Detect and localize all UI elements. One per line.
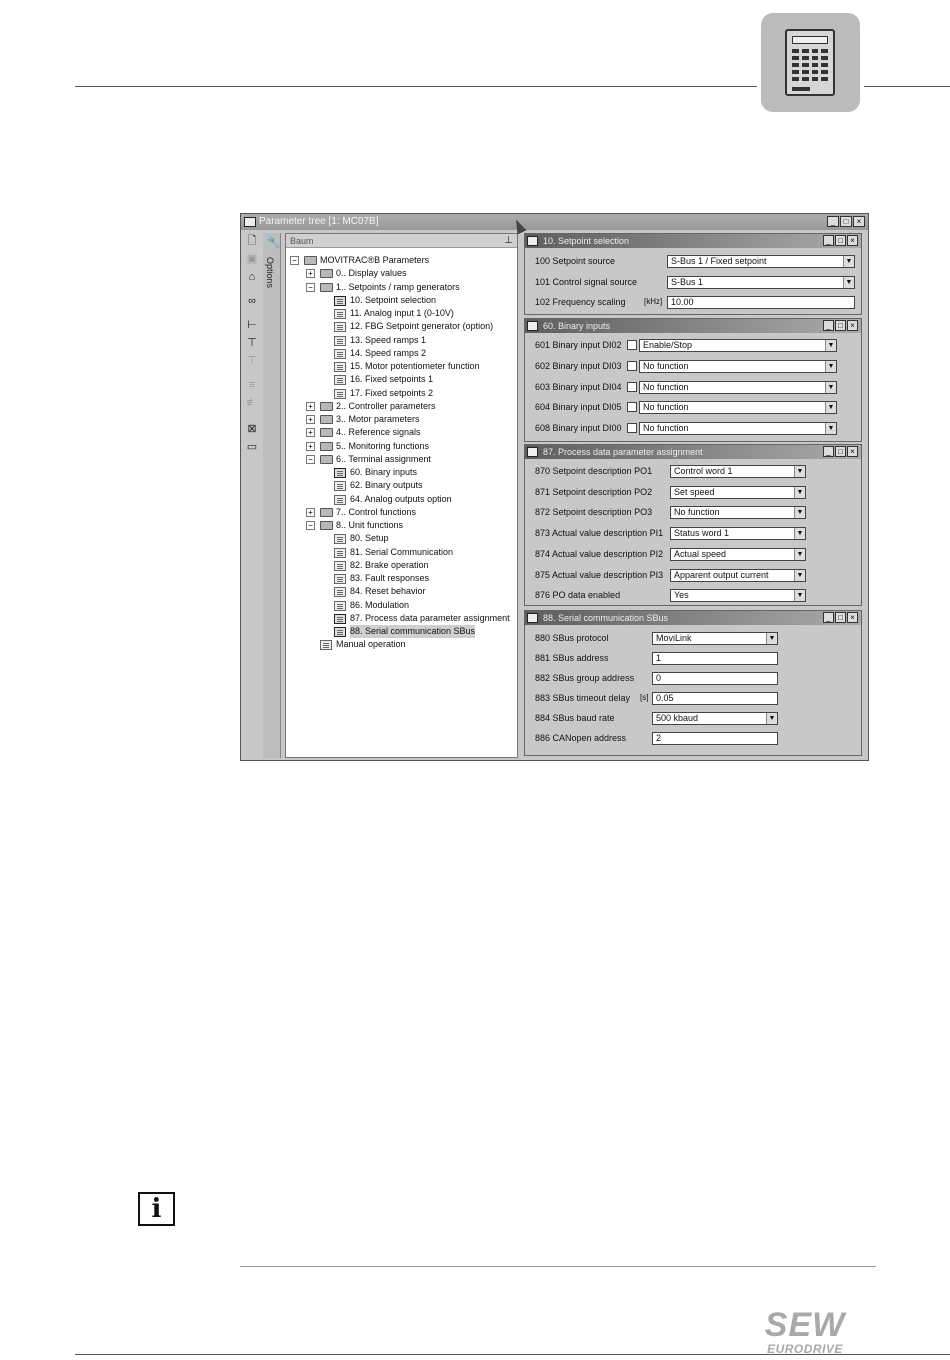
parameter-select[interactable] xyxy=(639,360,837,373)
maximize-button[interactable]: □ xyxy=(835,235,846,246)
minimize-button[interactable]: _ xyxy=(823,446,834,457)
tree-node-label: 7.. Control functions xyxy=(336,506,417,517)
chevron-down-icon[interactable]: ▼ xyxy=(825,340,836,351)
window-app-icon xyxy=(244,217,256,227)
tree-node[interactable] xyxy=(286,440,515,453)
new-file-icon[interactable]: 🗋 xyxy=(247,235,257,247)
tree-node-label: 4.. Reference signals xyxy=(336,427,421,438)
chevron-down-icon[interactable]: ▼ xyxy=(794,528,805,539)
tree-node-label: 16. Fixed setpoints 1 xyxy=(350,374,434,385)
minimize-button[interactable]: _ xyxy=(827,216,839,227)
tree-node[interactable] xyxy=(286,373,515,386)
parameter-page-icon xyxy=(334,389,346,399)
panel-icon xyxy=(527,447,538,457)
field-value: Actual speed xyxy=(674,548,727,559)
tree-node-label: 10. Setpoint selection xyxy=(350,294,437,305)
param-label: 603 Binary input DI04 xyxy=(535,381,622,392)
panel-serial-sbus xyxy=(524,610,862,756)
parameter-page-icon xyxy=(334,309,346,319)
tree-node[interactable] xyxy=(286,334,515,347)
tree-node[interactable] xyxy=(286,347,515,360)
param-label: 875 Actual value description PI3 xyxy=(535,569,664,580)
parameter-page-icon xyxy=(334,548,346,558)
parameter-input[interactable] xyxy=(652,692,778,705)
tree-node[interactable] xyxy=(286,413,515,426)
tree-node[interactable] xyxy=(286,400,515,413)
tree-node-label: 82. Brake operation xyxy=(350,559,429,570)
tree-node-label: 80. Setup xyxy=(350,533,389,544)
tree-node[interactable] xyxy=(286,307,515,320)
parameter-input[interactable] xyxy=(652,652,778,665)
tree-node-label: 2.. Controller parameters xyxy=(336,400,436,411)
control-signal-source-select[interactable]: S-Bus 1 ▼ xyxy=(667,276,855,289)
tree-node[interactable] xyxy=(286,599,515,612)
field-value: No function xyxy=(643,423,689,434)
tree-node[interactable] xyxy=(286,519,515,532)
expand-icon[interactable]: + xyxy=(306,415,315,424)
parameter-page-icon xyxy=(334,481,346,491)
expand-icon[interactable]: + xyxy=(306,442,315,451)
param-label: 101 Control signal source xyxy=(535,277,638,287)
parameter-select[interactable] xyxy=(639,422,837,435)
pin-icon[interactable]: ⊥ xyxy=(504,235,513,246)
chevron-down-icon[interactable]: ▼ xyxy=(794,570,805,581)
tree-node[interactable] xyxy=(286,559,515,572)
parameter-page-icon xyxy=(334,534,346,544)
invert-checkbox[interactable] xyxy=(627,340,637,350)
panel-binary-inputs xyxy=(524,318,862,442)
chevron-down-icon[interactable]: ▼ xyxy=(794,590,805,601)
tree-node[interactable] xyxy=(286,267,515,280)
field-value: 2 xyxy=(656,733,662,743)
tree-node-label: 12. FBG Setpoint generator (option) xyxy=(350,321,494,332)
tree-node-label: 8.. Unit functions xyxy=(336,520,404,530)
chevron-down-icon[interactable]: ▼ xyxy=(825,402,836,413)
tree-node-label: 5.. Monitoring functions xyxy=(336,440,430,451)
parameter-select[interactable] xyxy=(639,401,837,414)
tree-node-label: 6.. Terminal assignment xyxy=(336,453,431,464)
tree-node-label: 15. Motor potentiometer function xyxy=(350,361,480,371)
folder-icon xyxy=(320,521,333,530)
tree-node[interactable] xyxy=(286,360,515,373)
expand-icon[interactable]: + xyxy=(306,428,315,437)
parameter-page-icon xyxy=(334,574,346,584)
field-value: 500 kbaud xyxy=(656,713,699,723)
folder-icon xyxy=(320,402,333,411)
list-add-icon[interactable]: ≡ xyxy=(248,379,256,391)
chevron-down-icon[interactable]: ▼ xyxy=(794,549,805,560)
panel-title-text: 60. Binary inputs xyxy=(543,321,611,331)
list-remove-icon[interactable]: ≢ xyxy=(246,397,258,409)
field-value: Status word 1 xyxy=(674,528,730,539)
tree-collapse-icon[interactable]: ⊤ xyxy=(247,355,257,367)
tree-add-icon[interactable]: ⊢ xyxy=(247,319,257,331)
parameter-select[interactable] xyxy=(639,381,837,394)
invert-checkbox[interactable] xyxy=(627,423,637,433)
options-tab[interactable] xyxy=(263,233,281,758)
folder-icon xyxy=(320,428,333,437)
tree-node[interactable] xyxy=(286,254,515,267)
tree-node[interactable] xyxy=(286,387,515,400)
tree-node[interactable] xyxy=(286,426,515,439)
tree-node[interactable] xyxy=(286,453,515,466)
field-value: MoviLink xyxy=(656,633,692,643)
tree-node-label: 83. Fault responses xyxy=(350,573,430,583)
tree-node-label: 17. Fixed setpoints 2 xyxy=(350,387,434,398)
tree-node[interactable] xyxy=(286,532,515,545)
chevron-down-icon[interactable]: ▼ xyxy=(766,713,777,724)
save-icon[interactable]: ▣ xyxy=(246,253,258,265)
tree-node[interactable] xyxy=(286,625,515,638)
folder-icon xyxy=(320,269,333,278)
tree-node[interactable] xyxy=(286,320,515,333)
field-value: 0 xyxy=(656,673,662,683)
close-button[interactable]: × xyxy=(853,216,865,227)
header-rule xyxy=(75,86,757,87)
parameter-page-icon xyxy=(334,601,346,611)
divider xyxy=(240,1266,876,1267)
parameter-select[interactable] xyxy=(670,569,806,582)
folder-icon xyxy=(320,283,333,292)
tree-panel xyxy=(285,233,518,758)
param-label: 876 PO data enabled xyxy=(535,590,621,601)
tree-header-label: Baum xyxy=(290,236,314,246)
expand-icon[interactable]: + xyxy=(306,508,315,517)
field-value: Control word 1 xyxy=(674,466,733,476)
tree-node-label: 86. Modulation xyxy=(350,599,410,610)
parameter-page-icon xyxy=(334,587,346,597)
minimize-button[interactable]: _ xyxy=(823,320,834,331)
parameter-select[interactable] xyxy=(670,527,806,540)
parameter-page-icon xyxy=(320,640,332,650)
chevron-down-icon[interactable]: ▼ xyxy=(843,277,854,288)
panel-process-data xyxy=(524,444,862,606)
invert-checkbox[interactable] xyxy=(627,382,637,392)
field-value: No function xyxy=(643,360,689,371)
field-value: 0.05 xyxy=(656,693,674,703)
folder-icon xyxy=(320,508,333,517)
parameter-page-icon xyxy=(334,561,346,571)
field-value: No function xyxy=(643,381,689,392)
panel-setpoint-selection xyxy=(524,233,862,315)
close-button[interactable]: × xyxy=(847,320,858,331)
maximize-button[interactable]: □ xyxy=(835,320,846,331)
panel-title-text: 87. Process data parameter assignment xyxy=(543,447,703,457)
options-tab-label: Options xyxy=(265,257,275,289)
param-label: 601 Binary input DI02 xyxy=(535,340,622,350)
param-unit: [s] xyxy=(640,693,649,702)
field-value: Enable/Stop xyxy=(643,340,693,350)
open-folder-icon[interactable]: ⌂ xyxy=(248,271,256,283)
parameter-select[interactable] xyxy=(670,548,806,561)
parameter-page-icon xyxy=(334,336,346,346)
tree-node[interactable] xyxy=(286,479,515,492)
param-label: 870 Setpoint description PO1 xyxy=(535,466,653,476)
chevron-down-icon[interactable]: ▼ xyxy=(825,382,836,393)
binoculars-icon[interactable]: ∞ xyxy=(248,295,256,307)
tree-node[interactable] xyxy=(286,612,515,625)
chevron-down-icon[interactable]: ▼ xyxy=(794,487,805,498)
collapse-icon[interactable]: − xyxy=(306,455,315,464)
tree-node-label: 87. Process data parameter assignment xyxy=(350,612,510,623)
panel-icon xyxy=(527,236,538,246)
tree-expand-icon[interactable]: ⊤ xyxy=(247,337,257,349)
parameter-input[interactable] xyxy=(652,732,778,745)
close-button[interactable]: × xyxy=(847,235,858,246)
parameter-select[interactable] xyxy=(652,712,778,725)
folder-icon xyxy=(304,256,317,265)
tree-node-label: 81. Serial Communication xyxy=(350,546,454,557)
folder-icon xyxy=(320,455,333,464)
chevron-down-icon[interactable]: ▼ xyxy=(843,256,854,267)
panel-title-text: 88. Serial communication SBus xyxy=(543,613,669,623)
parameter-input[interactable] xyxy=(652,672,778,685)
param-unit: [kHz] xyxy=(644,297,663,306)
field-value: Yes xyxy=(674,590,689,601)
parameter-page-icon xyxy=(334,614,346,624)
param-label: 102 Frequency scaling xyxy=(535,297,626,307)
parameter-select[interactable] xyxy=(670,506,806,519)
parameter-page-icon xyxy=(334,375,346,385)
collapse-icon[interactable]: − xyxy=(306,521,315,530)
tree-node[interactable] xyxy=(286,281,515,294)
parameter-select[interactable] xyxy=(652,632,778,645)
tree-node[interactable] xyxy=(286,585,515,598)
window-title: Parameter tree [1: MC07B] xyxy=(259,216,379,227)
tree-header xyxy=(286,234,517,248)
tree-node[interactable] xyxy=(286,493,515,506)
window-titlebar[interactable] xyxy=(241,214,868,230)
param-label: 602 Binary input DI03 xyxy=(535,360,622,371)
maximize-button[interactable]: □ xyxy=(835,446,846,457)
tree-node-label: 11. Analog input 1 (0-10V) xyxy=(350,308,454,318)
param-label: 608 Binary input DI00 xyxy=(535,423,622,434)
tree-node[interactable] xyxy=(286,546,515,559)
tree-node-label: MOVITRAC®B Parameters xyxy=(320,255,430,265)
parameter-select[interactable] xyxy=(639,339,837,352)
folder-icon xyxy=(320,415,333,424)
panel-icon xyxy=(527,321,538,331)
tree-node-label: 64. Analog outputs option xyxy=(350,493,452,504)
param-label: 880 SBus protocol xyxy=(535,633,609,643)
parameter-tree-window xyxy=(240,213,869,761)
param-label: 882 SBus group address xyxy=(535,673,635,683)
tree-node[interactable] xyxy=(286,506,515,519)
field-value: 1 xyxy=(656,653,662,663)
chevron-down-icon[interactable]: ▼ xyxy=(794,466,805,477)
tree-node-label: 1.. Setpoints / ramp generators xyxy=(336,281,460,292)
tree-node-label: 3.. Motor parameters xyxy=(336,414,420,424)
panel-title[interactable] xyxy=(525,445,861,459)
parameter-page-icon xyxy=(334,495,346,505)
sew-eurodrive-logo: SEW EURODRIVE xyxy=(764,1306,846,1356)
close-all-icon[interactable]: ⊠ xyxy=(247,423,257,435)
expand-icon[interactable]: + xyxy=(306,269,315,278)
parameter-page-icon xyxy=(334,627,346,637)
chevron-down-icon[interactable]: ▼ xyxy=(825,361,836,372)
parameter-page-icon xyxy=(334,296,346,306)
parameter-select[interactable] xyxy=(670,465,806,478)
param-label: 886 CANopen address xyxy=(535,733,627,743)
invert-checkbox[interactable] xyxy=(627,361,637,371)
tree-node-label: 13. Speed ramps 1 xyxy=(350,334,427,345)
expand-icon[interactable]: + xyxy=(306,402,315,411)
minimize-button[interactable]: _ xyxy=(823,235,834,246)
param-label: 872 Setpoint description PO3 xyxy=(535,507,653,518)
param-label: 871 Setpoint description PO2 xyxy=(535,486,653,497)
parameter-select[interactable] xyxy=(670,589,806,602)
tree-node-label: 14. Speed ramps 2 xyxy=(350,347,427,358)
param-label: 604 Binary input DI05 xyxy=(535,402,622,413)
parameter-page-icon xyxy=(334,362,346,372)
panel-title-text: 10. Setpoint selection xyxy=(543,236,630,246)
tree-node[interactable] xyxy=(286,638,515,651)
parameter-select[interactable] xyxy=(670,486,806,499)
field-value: Set speed xyxy=(674,486,715,497)
print-icon[interactable]: ▭ xyxy=(246,441,258,453)
field-value: Apparent output current xyxy=(674,569,769,580)
panel-title[interactable] xyxy=(525,234,861,248)
tree-node-label: Manual operation xyxy=(336,639,406,650)
param-label: 873 Actual value description PI1 xyxy=(535,528,664,539)
minimize-button[interactable]: _ xyxy=(823,612,834,623)
collapse-icon[interactable]: − xyxy=(306,283,315,292)
close-button[interactable]: × xyxy=(847,446,858,457)
folder-icon xyxy=(320,442,333,451)
tree-node-label: 60. Binary inputs xyxy=(350,467,418,477)
field-value: No function xyxy=(674,507,720,518)
vertical-toolbar xyxy=(243,233,261,758)
param-label: 874 Actual value description PI2 xyxy=(535,548,664,559)
param-label: 881 SBus address xyxy=(535,653,609,663)
info-icon: i xyxy=(138,1192,175,1226)
tree-node[interactable] xyxy=(286,294,515,307)
close-button[interactable]: × xyxy=(847,612,858,623)
param-label: 100 Setpoint source xyxy=(535,256,616,266)
tree-node-label: 88. Serial communication SBus xyxy=(350,626,476,636)
maximize-button[interactable]: □ xyxy=(835,612,846,623)
collapse-icon[interactable]: − xyxy=(290,256,299,265)
setpoint-source-select[interactable]: S-Bus 1 / Fixed setpoint ▼ xyxy=(667,255,855,268)
tree-node[interactable] xyxy=(286,572,515,585)
chevron-down-icon[interactable]: ▼ xyxy=(766,633,777,644)
field-value: No function xyxy=(643,402,689,413)
parameter-page-icon xyxy=(334,349,346,359)
tree-node-label: 84. Reset behavior xyxy=(350,586,426,597)
parameter-page-icon xyxy=(334,468,346,478)
panel-title[interactable] xyxy=(525,319,861,333)
invert-checkbox[interactable] xyxy=(627,402,637,412)
tree-node[interactable] xyxy=(286,466,515,479)
panel-title[interactable] xyxy=(525,611,861,625)
header-rule-right xyxy=(864,86,950,87)
parameter-page-icon xyxy=(334,322,346,332)
panel-icon xyxy=(527,613,538,623)
wrench-icon: 🔧 xyxy=(267,237,281,249)
tree-node-label: 62. Binary outputs xyxy=(350,480,423,491)
param-label: 884 SBus baud rate xyxy=(535,713,615,723)
calculator-icon xyxy=(761,13,860,112)
frequency-scaling-input[interactable]: 10.00 xyxy=(667,296,855,309)
maximize-button[interactable]: □ xyxy=(840,216,852,227)
tree-node-label: 0.. Display values xyxy=(336,268,407,279)
param-label: 883 SBus timeout delay xyxy=(535,693,631,703)
chevron-down-icon[interactable]: ▼ xyxy=(794,507,805,518)
chevron-down-icon[interactable]: ▼ xyxy=(825,423,836,434)
